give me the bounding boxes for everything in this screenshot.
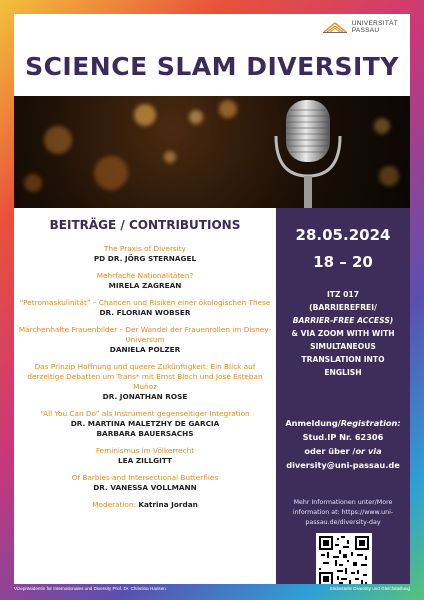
talk-speaker: DR. VANESSA VOLLMANN: [93, 483, 197, 492]
registration-or: [280, 444, 406, 458]
event-time: 18 – 20: [313, 253, 373, 271]
university-name: UNIVERSITÄT PASSAU: [351, 20, 398, 34]
talk-item: [18, 244, 272, 264]
contributions-heading: BEITRÄGE / CONTRIBUTIONS: [49, 218, 241, 232]
registration-email[interactable]: diversity@uni-passau.de: [286, 460, 400, 470]
talk-title: Mehrfache Nationalitäten?: [96, 271, 194, 280]
talk-title: Feminismus im Völkerrecht: [95, 446, 195, 455]
talk-list: [18, 244, 272, 510]
talk-speaker: MIRELA ZAGREAN: [108, 281, 182, 290]
qr-code-icon: [319, 536, 369, 584]
talk-title: Märchenhafte Frauenbilder – Der Wandel der Frauenrollen im Disney-Universum: [18, 325, 272, 344]
contributions-section: [14, 208, 276, 584]
talk-speaker: PD DR. JÖRG STERNAGEL: [93, 254, 197, 263]
poster: [14, 14, 410, 584]
footer-left: Vizepräsidentin für Internationales und Diversity Prof. Dr. Christina Hansen: [14, 586, 166, 591]
talk-item: [18, 325, 272, 355]
talk-speaker-second: BARBARA BAUERSACHS: [96, 429, 194, 438]
university-logo: [322, 20, 398, 34]
talk-title: The Praxis of Diversity: [104, 244, 186, 253]
page-title: SCIENCE SLAM DIVERSITY: [25, 52, 399, 81]
microphone-photo: [14, 96, 410, 208]
talk-title: Of Barbies and Intersectional Butterflies: [71, 473, 219, 482]
registration-label: [280, 416, 406, 430]
access-de: (BARRIEREFREI/: [309, 303, 377, 312]
studip-number: Stud.IP Nr. 62306: [302, 432, 384, 442]
event-date: 28.05.2024: [295, 226, 391, 244]
registration: [280, 416, 406, 472]
event-info-panel: [276, 208, 410, 584]
talk-title: “Petromaskulinität” – Chancen und Risiken einer ökologischen These: [19, 298, 271, 307]
or-en: or via: [355, 446, 382, 456]
event-room: ITZ 017: [326, 290, 359, 299]
talk-item: [18, 362, 272, 402]
talk-speaker: DR. MARTINA MALETZHY DE GARCIA: [70, 419, 220, 428]
qr-code: [316, 533, 372, 584]
talk-item: [18, 409, 272, 439]
talk-speaker: DR. FLORIAN WOBSER: [99, 308, 191, 317]
moderation-name: Katrina Jordan: [138, 500, 198, 509]
more-info: Mehr Informationen unter/More information at: https://www.uni-passau.de/diversity-day: [292, 499, 394, 526]
registration-label-en: Registration:: [340, 418, 401, 428]
talk-speaker: DR. JONATHAN ROSE: [102, 392, 188, 401]
footer-right: Stabsstelle Diversity und Gleichstellung: [329, 586, 410, 591]
university-passau-logo-icon: [322, 20, 348, 34]
microphone-icon: [14, 96, 410, 208]
registration-label-de: Anmeldung/: [285, 418, 341, 428]
zoom-info: & VIA ZOOM WITH WITH SIMULTANEOUS TRANSLATION INTO ENGLISH: [291, 329, 395, 377]
or-de: oder über /: [304, 446, 356, 456]
talk-speaker: DANIELA POLZER: [109, 345, 181, 354]
talk-item: [18, 271, 272, 291]
moderation-label: Moderation:: [92, 500, 136, 509]
talk-item: [18, 473, 272, 493]
talk-title: Das Prinzip Hoffnung und queere Zukünftigkeit: Ein Blick auf derzeitige Debatten um Trans* mit Ernst Bloch und José Esteban Muñoz: [27, 362, 263, 391]
talk-item: [18, 446, 272, 466]
talk-speaker: LEA ZILLGITT: [118, 456, 172, 465]
talk-title: “All You Can Do” als Instrument gegenseitiger Integration: [40, 409, 250, 418]
moderation: [18, 500, 272, 510]
access-en: BARRIER-FREE ACCESS): [292, 316, 394, 325]
talk-item: [18, 298, 272, 318]
event-location: [282, 288, 404, 379]
